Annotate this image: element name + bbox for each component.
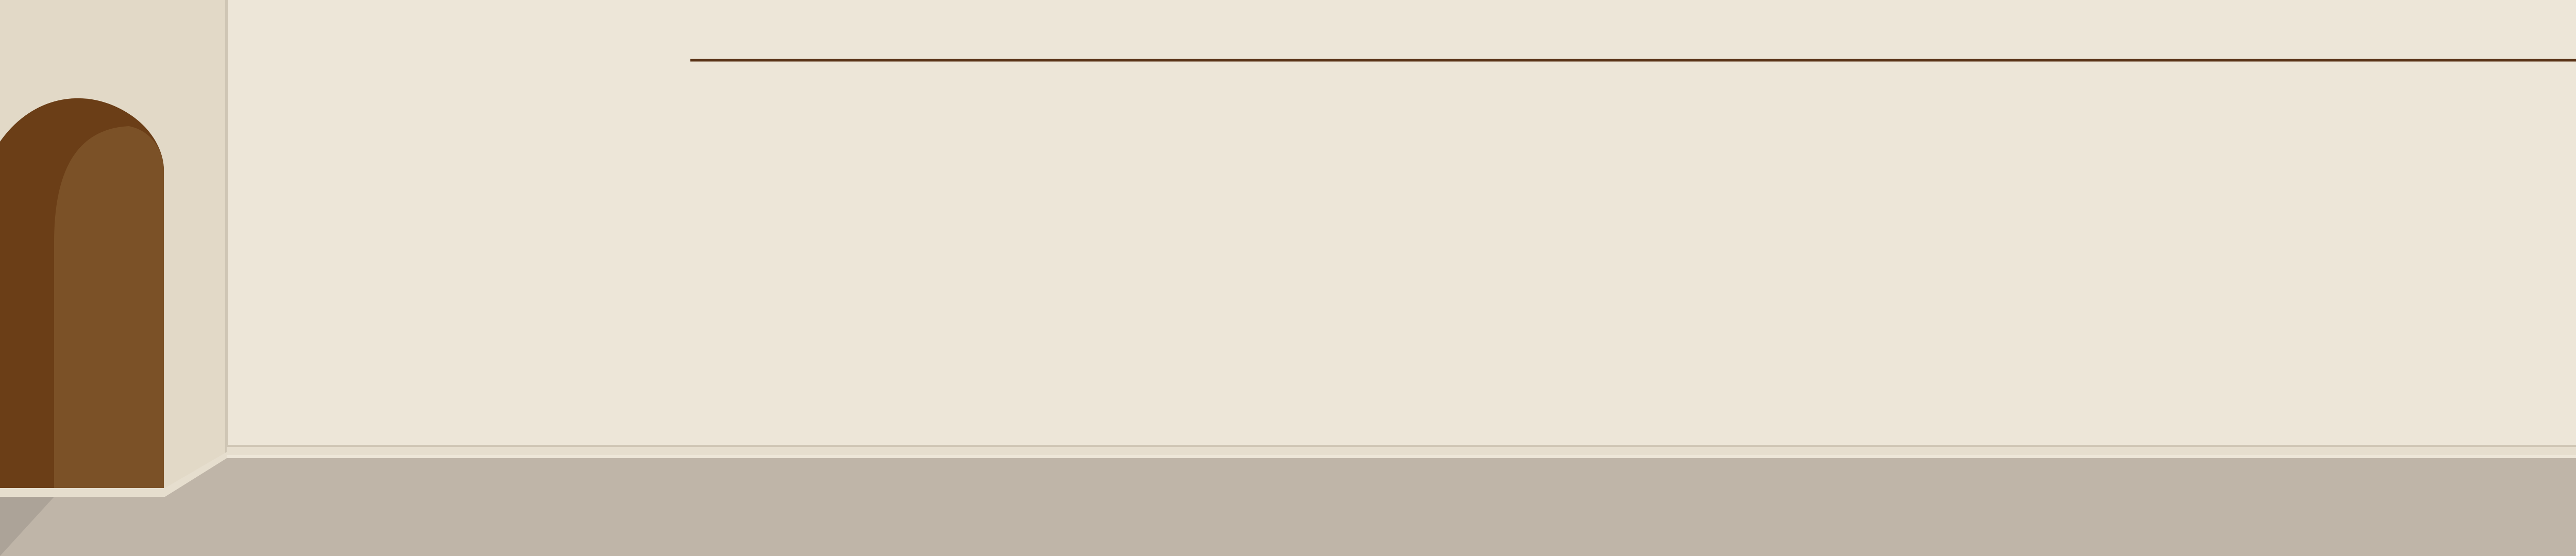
baseboard [227,447,2576,455]
floor [0,458,2576,556]
door-panel [54,126,164,488]
